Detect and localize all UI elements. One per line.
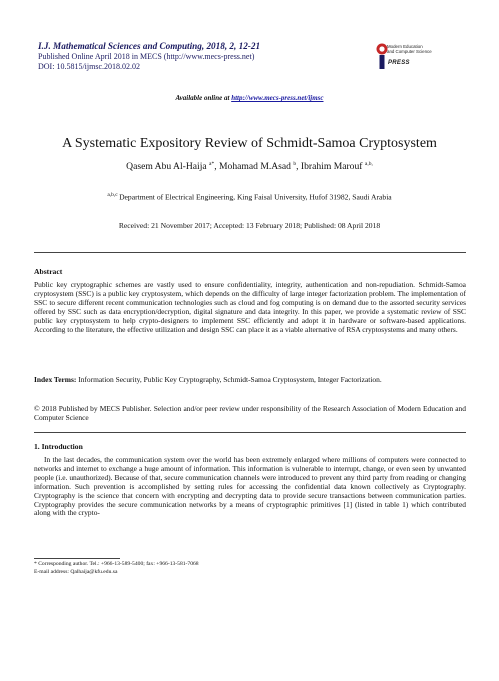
email-footnote: E-mail address: Qalhaija@kfu.edu.sa xyxy=(34,569,118,575)
author-separator: , xyxy=(214,161,220,173)
introduction-text: In the last decades, the communication system over the world has been extremely enlarged where millions of computers were connected to networks and internet to exchange a huge amount of information. This information is vulnerable to interrupt, change, or even seen by unwanted people (i.e. unauthorized). Because of that, secure communication channels were introduced to prevent any third party from reading or changing information. Such prevention is accomplished by setting rules for accessing the confidential data known collectively as Cryptography. Cryptography is the science that concern with encrypting and decrypting data to provide secure transactions between communication parties. Cryptography provides the secure communication networks by a means of cryptographic primitives [1] (listed in table 1) which contributed along with the crypto- xyxy=(34,455,466,518)
available-online-line xyxy=(0,94,499,102)
index-terms-text: Information Security, Public Key Cryptography, Schmidt-Samoa Cryptosystem, Integer Factorization. xyxy=(76,375,382,384)
index-terms xyxy=(34,376,466,385)
author-name: Mohamad M.Asad xyxy=(219,161,294,173)
divider-bottom xyxy=(34,432,466,433)
logo-line-1: Modern Education xyxy=(387,44,423,49)
published-online-line: Published Online April 2018 in MECS (http://www.mecs-press.net) xyxy=(38,52,255,61)
abstract-heading: Abstract xyxy=(34,267,63,276)
author-affiliation-mark: a,b, xyxy=(364,161,373,167)
author-list xyxy=(0,158,499,173)
author-affiliation xyxy=(0,190,499,203)
journal-citation: I.J. Mathematical Sciences and Computing, 2018, 2, 12-21 xyxy=(38,41,261,51)
author-affiliation-mark: b xyxy=(293,161,297,167)
author-separator: , xyxy=(296,161,301,173)
footnote-rule xyxy=(34,558,120,559)
index-terms-label: Index Terms: xyxy=(34,375,77,384)
doi-line: DOI: 10.5815/ijmsc.2018.02.02 xyxy=(38,61,140,71)
available-online-label: Available online at xyxy=(175,94,232,102)
introduction-heading: 1. Introduction xyxy=(34,442,83,451)
author-affiliation-mark: a* xyxy=(209,161,215,167)
logo-line-2: and Computer Science xyxy=(387,49,432,54)
journal-header xyxy=(38,41,338,71)
divider-top xyxy=(34,252,466,253)
logo-press-text: PRESS xyxy=(388,60,410,66)
received-dates: Received: 21 November 2017; Accepted: 13 February 2018; Published: 08 April 2018 xyxy=(118,221,381,230)
author-name: Ibrahim Marouf xyxy=(300,161,365,173)
logo-wordmark xyxy=(387,44,432,54)
abstract-text: Public key cryptographic schemes are vastly used to ensure confidentiality, integrity, authentication and non-repudiation. Schmidt-Samoa cryptosystem (SSC) is a public key cryptosystem, which depends on the difficulty of large integer factorization problem. The implementation of SSC to secure different recent communication technologies such as cloud and fog computing is on demand due to the assorted security services offered by SSC such as data encryption/decryption, digital signature and data integrity. In this paper, we provide a systematic review of SSC public key cryptosystem to help crypto-designers to implement SSC efficiently and adopt it in hardware or software-based applications. According to the literature, the effective utilization and design SSC can place it as a viable alternative of RSA cryptosystems and many others. xyxy=(34,280,466,334)
affiliation-mark: a,b,c xyxy=(107,192,120,198)
journal-url-link[interactable]: http://www.mecs-press.net/ijmsc xyxy=(231,94,324,102)
author-name: Qasem Abu Al-Haija xyxy=(126,161,210,173)
corresponding-author-footnote: * Corresponding author. Tel.: +966-13-589-5400; fax: +966-13-581-7068 xyxy=(34,561,199,567)
affiliation-text: Department of Electrical Engineering, King Faisal University, Hufof 31982, Saudi Arabia xyxy=(119,192,392,202)
paper-title: A Systematic Expository Review of Schmidt-Samoa Cryptosystem xyxy=(62,136,437,151)
copyright-notice: © 2018 Published by MECS Publisher. Selection and/or peer review under responsibility of the Research Association of Modern Education and Computer Science xyxy=(34,404,466,422)
